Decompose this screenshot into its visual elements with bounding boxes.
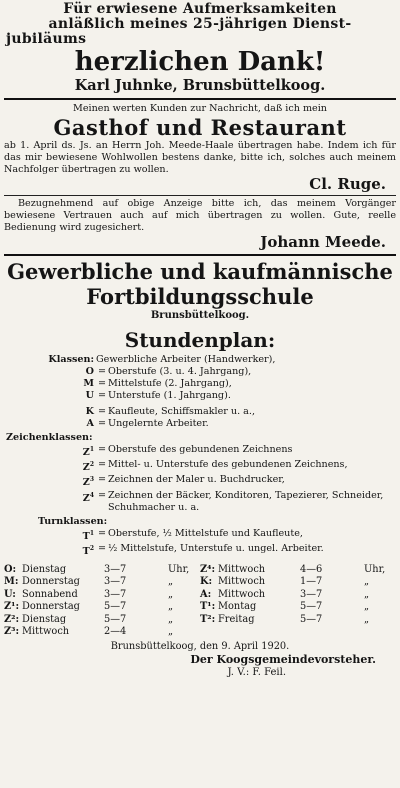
turn-label: Turnklassen: — [38, 515, 108, 527]
list-item: U = Unterstufe (1. Jahrgang). — [85, 390, 231, 401]
list-item: A = Ungelernte Arbeiter. — [86, 418, 209, 429]
klassen-label: Klassen: — [48, 354, 94, 365]
handover-intro: Meinen werten Kunden zur Nachricht, daß ich mein — [73, 103, 327, 114]
schedule-row: U: Sonnabend 3—7 „ — [4, 588, 174, 600]
schedule-row: Z³: Mittwoch 2—4 „ — [4, 625, 174, 637]
schedule-row: Z²: Dienstag 5—7 „ — [4, 613, 174, 625]
school-title-1: Gewerbliche und kaufmännische — [7, 259, 393, 284]
thanks-notice — [4, 2, 396, 95]
successor-body: Bezugnehmend auf obige Anzeige bitte ich, das meinem Vorgänger bewiesene Vertrauen auch auf mich übertragen zu wollen. Gute, reelle Bedienung wird zugesichert. — [4, 198, 396, 233]
thanks-line-1: Für erwiesene Aufmerksamkeiten — [63, 1, 337, 17]
divider — [4, 195, 396, 196]
dateline: Brunsbüttelkoog, den 9. April 1920. — [110, 641, 290, 653]
list-item: K = Kaufleute, Schiffsmakler u. a., — [85, 406, 255, 417]
list-item: $T^1$ = Oberstufe, ½ Mittelstufe und Kaufleute, — [82, 527, 303, 542]
thanks-headline: herzlichen Dank! — [74, 47, 326, 77]
schedule — [4, 564, 396, 638]
schedule-row: Z⁴: Mittwoch 4—6 Uhr, — [200, 563, 386, 575]
schedule-row: Z¹: Donnerstag 5—7 „ — [4, 601, 174, 613]
schedule-row: T¹: Montag 5—7 „ — [200, 601, 370, 613]
handover-notice — [4, 103, 396, 193]
plan-title: Stundenplan: — [124, 328, 276, 352]
thanks-line-3: jubiläums — [6, 31, 87, 47]
schedule-row: A: Mittwoch 3—7 „ — [200, 588, 370, 600]
zeichen-label: Zeichenklassen: — [6, 432, 93, 443]
divider — [4, 98, 396, 100]
schedule-row: M: Donnerstag 3—7 „ — [4, 576, 174, 588]
schedule-row: O: Dienstag 3—7 Uhr, — [4, 563, 190, 575]
turn-list — [4, 528, 396, 558]
klassen-list — [4, 366, 396, 430]
successor-signature: Johann Meede. — [260, 233, 386, 251]
list-item: $Z^2$ = Mittel- u. Unterstufe des gebundenen Zeichnens, — [82, 459, 348, 474]
klassen-header-row — [4, 354, 396, 366]
school-title-2: Fortbildungsschule — [86, 284, 314, 309]
handover-signature: Cl. Ruge. — [309, 175, 386, 193]
list-item: M = Mittelstufe (2. Jahrgang), — [83, 378, 232, 389]
schedule-left — [4, 564, 200, 638]
successor-notice — [4, 198, 396, 251]
list-item: O = Oberstufe (3. u. 4. Jahrgang), — [85, 366, 252, 377]
zeichen-list — [4, 444, 396, 514]
school-place: Brunsbüttelkoog. — [150, 310, 250, 321]
divider — [4, 254, 396, 256]
thanks-line-2: anläßlich meines 25-jährigen Dienst- — [48, 16, 352, 32]
klassen-first: Gewerbliche Arbeiter (Handwerker), — [96, 354, 276, 365]
authority: Der Koogsgemeindevorsteher. — [190, 653, 376, 667]
school-notice — [4, 259, 396, 679]
schedule-row: T²: Freitag 5—7 „ — [200, 613, 370, 625]
newspaper-page — [4, 2, 396, 679]
schedule-right — [200, 564, 396, 638]
thanks-signature: Karl Juhnke, Brunsbüttelkoog. — [74, 77, 326, 94]
handover-heading: Gasthof und Restaurant — [53, 115, 347, 140]
schedule-row: K: Mittwoch 1—7 „ — [200, 576, 370, 588]
handover-body: ab 1. April ds. Js. an Herrn Joh. Meede-Haale übertragen habe. Indem ich für das mir bewiesene Wohlwollen bestens danke, bitte ich, solches auch meinem Nachfolger übertragen zu wollen. — [4, 140, 396, 175]
authority-signature: J. V.: F. Feil. — [227, 667, 286, 679]
list-item: $T^2$ = ½ Mittelstufe, Unterstufe u. ungel. Arbeiter. — [82, 542, 324, 557]
list-item: $Z^4$ = Zeichnen der Bäcker, Konditoren, Tapezierer, Schneider, Schuhmacher u. a. — [82, 489, 384, 513]
list-item: $Z^1$ = Oberstufe des gebundenen Zeichnens — [82, 444, 293, 459]
list-item: $Z^3$ = Zeichnen der Maler u. Buchdrucker, — [82, 474, 285, 489]
